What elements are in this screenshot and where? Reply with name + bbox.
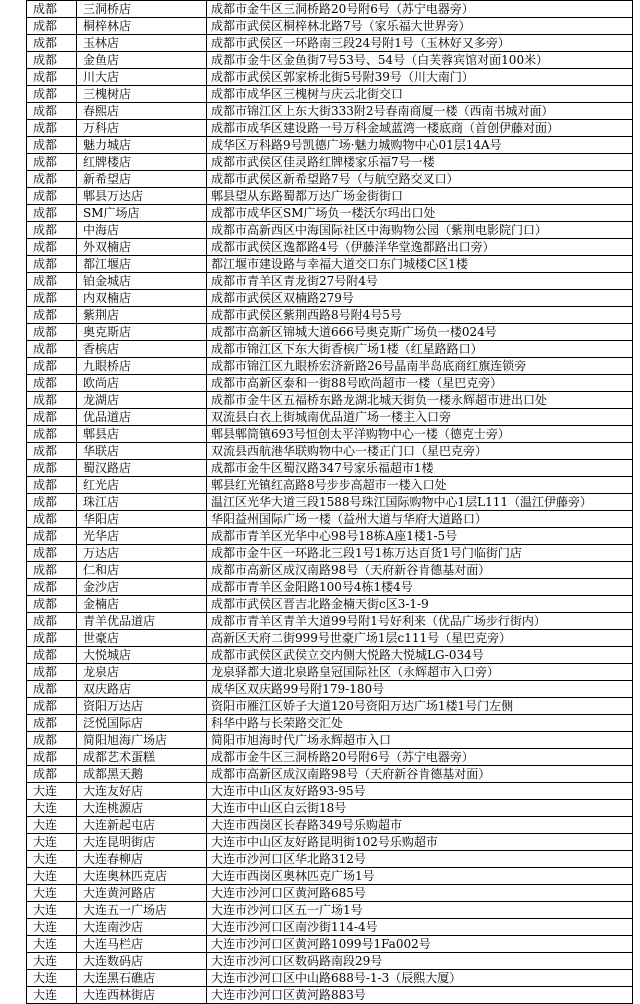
- store-name-cell: 红光店: [77, 477, 207, 494]
- city-cell: 成都: [27, 35, 77, 52]
- store-name-cell: 优品道店: [77, 409, 207, 426]
- address-cell: 成都市青羊区金阳路100号4栋1楼4号: [207, 579, 633, 596]
- address-cell: 双流县西航港华联购物中心一楼正门口（星巴克旁）: [207, 443, 633, 460]
- store-name-cell: 大连友好店: [77, 783, 207, 800]
- table-row: [27, 698, 633, 715]
- address-cell: 成都市金牛区金鱼街7号53号、54号（白芙蓉宾馆对面100米）: [207, 52, 633, 69]
- store-name-cell: 大悦城店: [77, 647, 207, 664]
- city-cell: 成都: [27, 460, 77, 477]
- city-cell: 成都: [27, 443, 77, 460]
- city-cell: 成都: [27, 239, 77, 256]
- city-cell: 成都: [27, 579, 77, 596]
- address-cell: 大连市沙河口区中山路688号-1-3（辰熙大厦）: [207, 970, 633, 987]
- store-name-cell: 世豪店: [77, 630, 207, 647]
- table-row: [27, 154, 633, 171]
- store-name-cell: 春熙店: [77, 103, 207, 120]
- address-cell: 大连市沙河口区南沙街114-4号: [207, 919, 633, 936]
- address-cell: 成华区万科路9号凯德广场·魅力城购物中心01层14A号: [207, 137, 633, 154]
- table-row: [27, 1, 633, 18]
- store-name-cell: 大连西林街店: [77, 987, 207, 1004]
- address-cell: 成都市高新西区中海国际社区中海购物公园（紫荆电影院门口）: [207, 222, 633, 239]
- address-cell: 大连市沙河口区黄河路883号: [207, 987, 633, 1004]
- address-cell: 龙泉驿都大道北泉路皇冠国际社区（永辉超市入口旁）: [207, 664, 633, 681]
- table-row: [27, 834, 633, 851]
- city-cell: 大连: [27, 817, 77, 834]
- city-cell: 大连: [27, 936, 77, 953]
- city-cell: 成都: [27, 409, 77, 426]
- address-cell: 大连市沙河口区黄河路685号: [207, 885, 633, 902]
- city-cell: 成都: [27, 137, 77, 154]
- city-cell: 成都: [27, 1, 77, 18]
- table-row: [27, 222, 633, 239]
- city-cell: 大连: [27, 919, 77, 936]
- store-name-cell: 大连奥林匹克店: [77, 868, 207, 885]
- address-cell: 大连市沙河口区黄河路1099号1Fa002号: [207, 936, 633, 953]
- city-cell: 成都: [27, 256, 77, 273]
- city-cell: 成都: [27, 341, 77, 358]
- store-table-container: [26, 0, 632, 1004]
- address-cell: 成都市成华区建设路一号万科金域蓝湾一楼底商（首创伊藤对面）: [207, 120, 633, 137]
- table-row: [27, 545, 633, 562]
- address-cell: 成都市高新区锦城大道666号奥克斯广场负一楼024号: [207, 324, 633, 341]
- table-row: [27, 919, 633, 936]
- city-cell: 成都: [27, 613, 77, 630]
- address-cell: 成都市青羊区青羊大道99号附1号好利来（优品广场步行街内）: [207, 613, 633, 630]
- store-name-cell: 华联店: [77, 443, 207, 460]
- address-cell: 成都市高新区成汉南路98号（天府新谷肯德基对面）: [207, 562, 633, 579]
- city-cell: 大连: [27, 885, 77, 902]
- city-cell: 成都: [27, 630, 77, 647]
- address-cell: 成都市锦江区九眼桥宏济新路26号晶南半岛底商红旗连锁旁: [207, 358, 633, 375]
- address-cell: 成都市武侯区新希望路7号（与航空路交叉口）: [207, 171, 633, 188]
- store-name-cell: 大连昆明街店: [77, 834, 207, 851]
- table-row: [27, 307, 633, 324]
- store-name-cell: 泛悦国际店: [77, 715, 207, 732]
- table-row: [27, 732, 633, 749]
- store-name-cell: 红牌楼店: [77, 154, 207, 171]
- table-row: [27, 86, 633, 103]
- address-cell: 大连市中山区友好路昆明街102号乐购超市: [207, 834, 633, 851]
- city-cell: 成都: [27, 171, 77, 188]
- address-cell: 大连市中山区白云街18号: [207, 800, 633, 817]
- store-name-cell: 珠江店: [77, 494, 207, 511]
- table-row: [27, 647, 633, 664]
- address-cell: 都江堰市建设路与幸福大道交口东门城楼C区1楼: [207, 256, 633, 273]
- table-row: [27, 205, 633, 222]
- city-cell: 大连: [27, 987, 77, 1004]
- address-cell: 双流县白衣上街城南优品道广场一楼主入口旁: [207, 409, 633, 426]
- city-cell: 成都: [27, 732, 77, 749]
- table-row: [27, 239, 633, 256]
- address-cell: 成都市高新区泰和一街88号欧尚超市一楼（星巴克旁）: [207, 375, 633, 392]
- city-cell: 成都: [27, 715, 77, 732]
- address-cell: 成都市武侯区晋吉北路金楠天街c区3-1-9: [207, 596, 633, 613]
- address-cell: 资阳市雁江区娇子大道120号资阳万达广场1楼1号门左侧: [207, 698, 633, 715]
- table-row: [27, 290, 633, 307]
- table-row: [27, 562, 633, 579]
- store-name-cell: SM广场店: [77, 205, 207, 222]
- city-cell: 成都: [27, 766, 77, 783]
- address-cell: 华阳益州国际广场一楼（益州大道与华府大道路口）: [207, 511, 633, 528]
- table-row: [27, 715, 633, 732]
- store-name-cell: 大连桃源店: [77, 800, 207, 817]
- store-name-cell: 欧尚店: [77, 375, 207, 392]
- city-cell: 成都: [27, 375, 77, 392]
- store-name-cell: 大连新起屯店: [77, 817, 207, 834]
- address-cell: 高新区天府二街999号世豪广场1层c111号（星巴克旁）: [207, 630, 633, 647]
- address-cell: 大连市西岗区奥林匹克广场1号: [207, 868, 633, 885]
- city-cell: 成都: [27, 664, 77, 681]
- store-name-cell: 大连春柳店: [77, 851, 207, 868]
- city-cell: 成都: [27, 596, 77, 613]
- address-cell: 成都市武侯区双楠路279号: [207, 290, 633, 307]
- city-cell: 成都: [27, 273, 77, 290]
- table-row: [27, 528, 633, 545]
- table-row: [27, 171, 633, 188]
- store-name-cell: 成都艺术蛋糕: [77, 749, 207, 766]
- address-cell: 郫县望从东路蜀都万达广场金街街口: [207, 188, 633, 205]
- address-cell: 科华中路与长荣路交汇处: [207, 715, 633, 732]
- table-row: [27, 936, 633, 953]
- address-cell: 成都市成华区三槐树与庆云北街交口: [207, 86, 633, 103]
- store-name-cell: 九眼桥店: [77, 358, 207, 375]
- store-name-cell: 郫县万达店: [77, 188, 207, 205]
- table-row: [27, 341, 633, 358]
- city-cell: 成都: [27, 52, 77, 69]
- address-cell: 成都市青羊区青龙街27号附4号: [207, 273, 633, 290]
- table-row: [27, 953, 633, 970]
- address-cell: 成都市青羊区光华中心98号18栋A座1楼1-5号: [207, 528, 633, 545]
- address-cell: 大连市沙河口区华北路312号: [207, 851, 633, 868]
- address-cell: 成都市金牛区一环路北三段1号1栋万达百货1号门临街门店: [207, 545, 633, 562]
- table-row: [27, 188, 633, 205]
- store-name-cell: 郫县店: [77, 426, 207, 443]
- table-row: [27, 511, 633, 528]
- city-cell: 成都: [27, 562, 77, 579]
- city-cell: 大连: [27, 851, 77, 868]
- store-name-cell: 魅力城店: [77, 137, 207, 154]
- store-table-body: [27, 1, 633, 1004]
- store-name-cell: 铂金城店: [77, 273, 207, 290]
- store-name-cell: 奥克斯店: [77, 324, 207, 341]
- table-row: [27, 52, 633, 69]
- store-name-cell: 桐梓林店: [77, 18, 207, 35]
- table-row: [27, 69, 633, 86]
- store-name-cell: 成都黑天鹅: [77, 766, 207, 783]
- table-row: [27, 137, 633, 154]
- city-cell: 成都: [27, 307, 77, 324]
- city-cell: 成都: [27, 426, 77, 443]
- store-name-cell: 光华店: [77, 528, 207, 545]
- city-cell: 成都: [27, 392, 77, 409]
- store-name-cell: 资阳万达店: [77, 698, 207, 715]
- city-cell: 成都: [27, 647, 77, 664]
- table-row: [27, 409, 633, 426]
- store-name-cell: 大连黄河路店: [77, 885, 207, 902]
- store-name-cell: 华阳店: [77, 511, 207, 528]
- city-cell: 成都: [27, 528, 77, 545]
- store-name-cell: 大连五一广场店: [77, 902, 207, 919]
- store-name-cell: 万科店: [77, 120, 207, 137]
- city-cell: 成都: [27, 103, 77, 120]
- store-name-cell: 新希望店: [77, 171, 207, 188]
- address-cell: 成华区双庆路99号附179-180号: [207, 681, 633, 698]
- table-row: [27, 630, 633, 647]
- store-name-cell: 玉林店: [77, 35, 207, 52]
- store-name-cell: 青羊优品道店: [77, 613, 207, 630]
- city-cell: 成都: [27, 154, 77, 171]
- address-cell: 成都市金牛区三洞桥路20号附6号（苏宁电器旁）: [207, 749, 633, 766]
- city-cell: 成都: [27, 681, 77, 698]
- city-cell: 大连: [27, 783, 77, 800]
- table-row: [27, 256, 633, 273]
- address-cell: 成都市武侯区武侯立交内侧大悦路大悦城LG-034号: [207, 647, 633, 664]
- table-row: [27, 460, 633, 477]
- city-cell: 成都: [27, 188, 77, 205]
- table-row: [27, 868, 633, 885]
- address-cell: 成都市锦江区下东大街香槟广场1楼（红星路路口）: [207, 341, 633, 358]
- address-cell: 成都市武侯区逸都路4号（伊藤洋华堂逸都路出口旁）: [207, 239, 633, 256]
- table-row: [27, 800, 633, 817]
- address-cell: 成都市武侯区一环路南三段24号附1号（玉林好又多旁）: [207, 35, 633, 52]
- table-row: [27, 120, 633, 137]
- table-row: [27, 477, 633, 494]
- city-cell: 成都: [27, 290, 77, 307]
- store-name-cell: 紫荆店: [77, 307, 207, 324]
- table-row: [27, 885, 633, 902]
- city-cell: 成都: [27, 358, 77, 375]
- store-table: [26, 0, 633, 1004]
- city-cell: 大连: [27, 953, 77, 970]
- table-row: [27, 443, 633, 460]
- city-cell: 成都: [27, 69, 77, 86]
- table-row: [27, 494, 633, 511]
- address-cell: 成都市武侯区佳灵路红牌楼家乐福7号一楼: [207, 154, 633, 171]
- table-row: [27, 766, 633, 783]
- table-row: [27, 35, 633, 52]
- store-name-cell: 外双楠店: [77, 239, 207, 256]
- address-cell: 成都市锦江区上东大街333附2号春南商厦一楼（西南书城对面）: [207, 103, 633, 120]
- address-cell: 成都市武侯区紫荆西路8号附4号5号: [207, 307, 633, 324]
- table-row: [27, 324, 633, 341]
- store-name-cell: 蜀汉路店: [77, 460, 207, 477]
- address-cell: 成都市金牛区三洞桥路20号附6号（苏宁电器旁）: [207, 1, 633, 18]
- address-cell: 简阳市旭海时代广场永辉超市入口: [207, 732, 633, 749]
- table-row: [27, 18, 633, 35]
- table-row: [27, 681, 633, 698]
- city-cell: 成都: [27, 205, 77, 222]
- address-cell: 成都市成华区SM广场负一楼沃尔玛出口处: [207, 205, 633, 222]
- store-name-cell: 大连马栏店: [77, 936, 207, 953]
- store-name-cell: 中海店: [77, 222, 207, 239]
- address-cell: 大连市沙河口区数码路南段29号: [207, 953, 633, 970]
- store-name-cell: 香槟店: [77, 341, 207, 358]
- table-row: [27, 375, 633, 392]
- address-cell: 成都市高新区成汉南路98号（天府新谷肯德基对面）: [207, 766, 633, 783]
- store-name-cell: 金沙店: [77, 579, 207, 596]
- city-cell: 成都: [27, 545, 77, 562]
- city-cell: 成都: [27, 324, 77, 341]
- store-name-cell: 仁和店: [77, 562, 207, 579]
- address-cell: 温江区光华大道三段1588号珠江国际购物中心1层L111（温江伊藤旁）: [207, 494, 633, 511]
- city-cell: 成都: [27, 698, 77, 715]
- table-row: [27, 426, 633, 443]
- store-name-cell: 大连数码店: [77, 953, 207, 970]
- store-name-cell: 大连黑石礁店: [77, 970, 207, 987]
- store-name-cell: 川大店: [77, 69, 207, 86]
- table-row: [27, 851, 633, 868]
- store-name-cell: 三槐树店: [77, 86, 207, 103]
- table-row: [27, 358, 633, 375]
- city-cell: 大连: [27, 834, 77, 851]
- address-cell: 成都市金牛区蜀汉路347号家乐福超市1楼: [207, 460, 633, 477]
- table-row: [27, 596, 633, 613]
- address-cell: 成都市武侯区桐梓林北路7号（家乐福大世界旁）: [207, 18, 633, 35]
- table-row: [27, 783, 633, 800]
- table-row: [27, 392, 633, 409]
- city-cell: 成都: [27, 494, 77, 511]
- store-name-cell: 金鱼店: [77, 52, 207, 69]
- store-name-cell: 金楠店: [77, 596, 207, 613]
- city-cell: 大连: [27, 868, 77, 885]
- address-cell: 郫县郫筒镇693号恒创太平洋购物中心一楼（德克士旁）: [207, 426, 633, 443]
- store-name-cell: 都江堰店: [77, 256, 207, 273]
- address-cell: 大连市沙河口区五一广场1号: [207, 902, 633, 919]
- store-name-cell: 大连南沙店: [77, 919, 207, 936]
- table-row: [27, 817, 633, 834]
- city-cell: 成都: [27, 120, 77, 137]
- address-cell: 成都市武侯区郭家桥北街5号附39号（川大南门）: [207, 69, 633, 86]
- table-row: [27, 103, 633, 120]
- table-row: [27, 579, 633, 596]
- city-cell: 大连: [27, 902, 77, 919]
- address-cell: 大连市西岗区长春路349号乐购超市: [207, 817, 633, 834]
- store-name-cell: 龙泉店: [77, 664, 207, 681]
- store-name-cell: 双庆路店: [77, 681, 207, 698]
- table-row: [27, 970, 633, 987]
- city-cell: 成都: [27, 86, 77, 103]
- city-cell: 成都: [27, 222, 77, 239]
- store-name-cell: 三洞桥店: [77, 1, 207, 18]
- table-row: [27, 902, 633, 919]
- city-cell: 成都: [27, 749, 77, 766]
- store-name-cell: 内双楠店: [77, 290, 207, 307]
- address-cell: 郫县红光镇红高路8号步步高超市一楼入口处: [207, 477, 633, 494]
- table-row: [27, 273, 633, 290]
- city-cell: 大连: [27, 970, 77, 987]
- table-row: [27, 987, 633, 1004]
- city-cell: 大连: [27, 800, 77, 817]
- store-name-cell: 龙湖店: [77, 392, 207, 409]
- city-cell: 成都: [27, 477, 77, 494]
- store-name-cell: 简阳旭海广场店: [77, 732, 207, 749]
- address-cell: 成都市金牛区五福桥东路龙湖北城天街负一楼永辉超市进出口处: [207, 392, 633, 409]
- city-cell: 成都: [27, 18, 77, 35]
- city-cell: 成都: [27, 511, 77, 528]
- table-row: [27, 664, 633, 681]
- table-row: [27, 749, 633, 766]
- store-name-cell: 万达店: [77, 545, 207, 562]
- address-cell: 大连市中山区友好路93-95号: [207, 783, 633, 800]
- table-row: [27, 613, 633, 630]
